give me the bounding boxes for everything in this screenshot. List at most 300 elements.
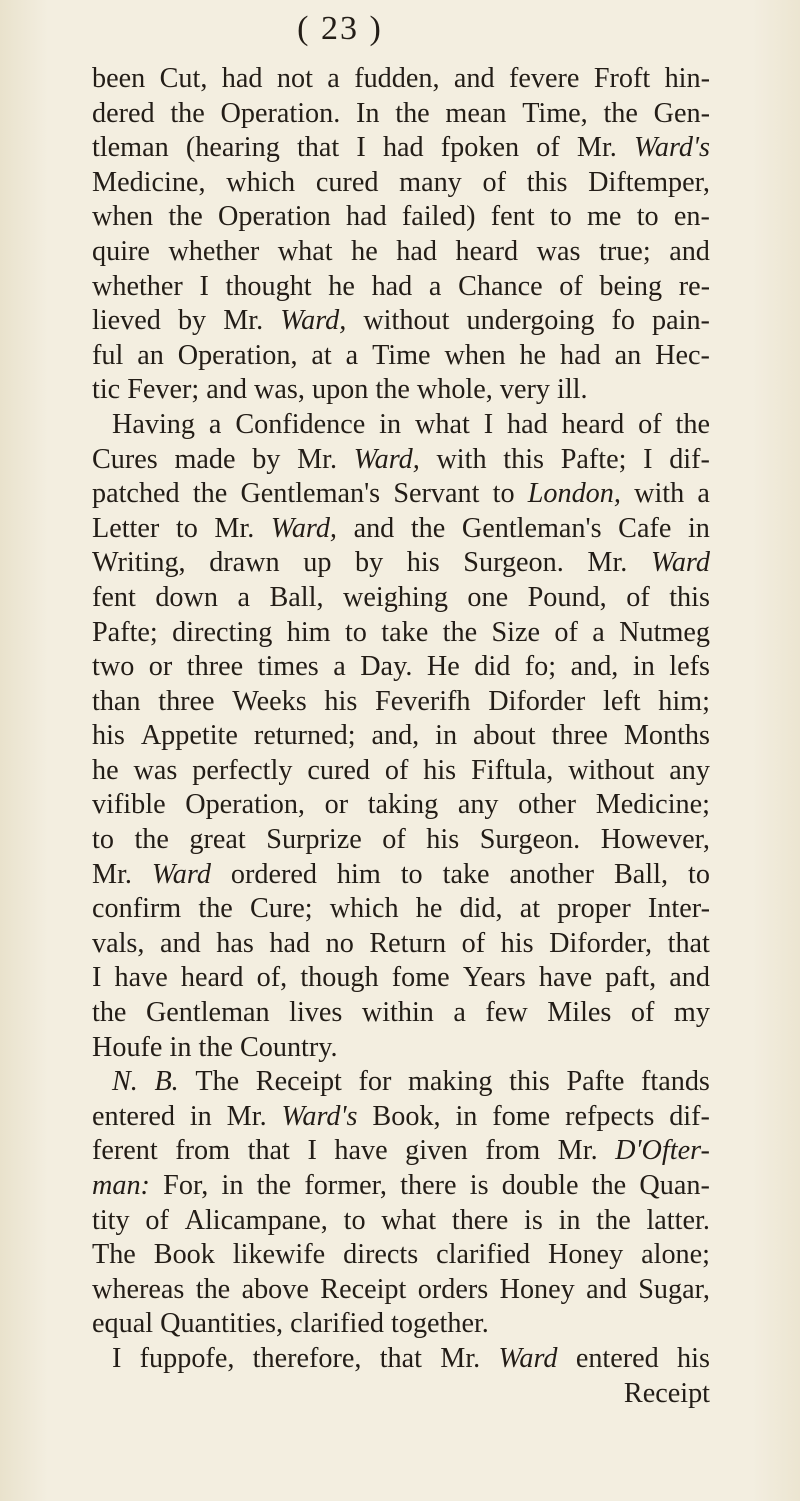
word: Mr.	[297, 443, 338, 475]
word: Froft	[593, 63, 651, 94]
word: of	[384, 754, 409, 786]
word: fudden,	[354, 63, 440, 94]
word: from	[485, 1135, 541, 1167]
text-line	[92, 927, 710, 962]
word: ftands	[641, 1066, 710, 1098]
word: undergoing	[466, 305, 595, 337]
word: latter.	[646, 1204, 710, 1236]
text-line	[92, 304, 710, 339]
text-line	[92, 1377, 710, 1412]
word: heard	[180, 962, 244, 994]
word: was,	[254, 374, 312, 406]
text-line	[92, 512, 710, 547]
word: D'Ofter-	[615, 1135, 710, 1167]
word: of	[145, 1204, 169, 1236]
word: Surprize	[266, 824, 362, 856]
word: Medicine,	[92, 166, 206, 198]
word: had	[221, 63, 263, 94]
text-line	[92, 719, 710, 754]
text-line	[92, 477, 710, 512]
word: being	[599, 270, 663, 302]
word: to	[549, 201, 572, 233]
text-line	[92, 1065, 710, 1100]
word: Surgeon.	[479, 824, 581, 856]
word: lives	[289, 997, 343, 1029]
word: Time	[372, 339, 431, 371]
word: his	[324, 685, 358, 717]
word: clarified	[290, 1308, 392, 1340]
word: to	[400, 858, 423, 890]
word: with	[634, 478, 685, 510]
word: Book,	[372, 1100, 441, 1132]
word: tity	[92, 1204, 130, 1236]
word: Cure;	[249, 893, 313, 925]
word: was	[536, 235, 581, 267]
word: Sugar,	[638, 1273, 710, 1305]
text-line	[92, 892, 710, 927]
word: dif-	[669, 1100, 710, 1132]
word: the	[591, 1170, 627, 1201]
word: what	[277, 235, 333, 267]
word: by	[177, 305, 207, 337]
word: former,	[304, 1170, 387, 1201]
word: Mr.	[587, 547, 628, 579]
word: other	[518, 789, 577, 821]
word: ful	[92, 339, 124, 371]
word: together.	[391, 1308, 489, 1340]
word: given	[405, 1135, 468, 1167]
word: Cafe	[618, 512, 672, 544]
word: B.	[154, 1066, 179, 1098]
word: have	[114, 962, 168, 994]
word: the	[410, 512, 446, 544]
word: the	[198, 1031, 240, 1063]
word: a	[697, 478, 710, 510]
page-number: ( 23 )	[297, 10, 383, 47]
word: any	[457, 789, 499, 821]
word: Receipt	[623, 1377, 710, 1409]
word: Chance	[458, 270, 543, 302]
text-line	[92, 200, 710, 235]
word: take	[381, 616, 429, 648]
word: confirm	[92, 893, 182, 925]
text-line	[92, 1238, 710, 1273]
word: down	[155, 581, 218, 613]
word: I	[643, 443, 653, 475]
word: Mr.	[92, 858, 132, 890]
word: a	[333, 651, 346, 683]
word: that	[379, 1342, 422, 1374]
text-line	[92, 961, 710, 996]
word: Mr.	[440, 1342, 481, 1374]
word: this	[503, 443, 544, 475]
word: Gentleman	[145, 997, 270, 1029]
word: in	[687, 512, 710, 544]
word: for	[358, 1066, 392, 1098]
word: his	[426, 824, 460, 856]
text-line	[92, 1100, 710, 1135]
word: Ward's	[633, 132, 710, 164]
word: him;	[658, 685, 710, 717]
word: which	[329, 893, 399, 925]
word: of	[638, 408, 662, 440]
word: Months	[623, 720, 710, 752]
word: his	[92, 720, 125, 752]
word: Writing,	[92, 547, 186, 579]
word: made	[174, 443, 236, 475]
word: dif-	[669, 443, 710, 475]
word: from	[175, 1135, 231, 1167]
word: Nutmeg	[619, 616, 710, 648]
word: another	[509, 858, 595, 890]
word: I	[483, 408, 494, 440]
word: Medicine;	[595, 789, 710, 821]
word: I	[199, 270, 209, 302]
word: Having	[112, 408, 195, 440]
word: he	[328, 270, 355, 302]
text-line	[92, 339, 710, 374]
word: Day.	[360, 651, 413, 683]
word: his	[500, 927, 534, 959]
text-line	[92, 788, 710, 823]
text-line	[92, 373, 710, 408]
word: ill.	[557, 374, 588, 406]
word: a	[592, 616, 605, 648]
word: me	[587, 201, 622, 233]
word: did	[474, 651, 511, 683]
word: Honey	[548, 1239, 624, 1271]
word: re-	[678, 270, 710, 302]
word: In	[356, 97, 380, 129]
word: likewife	[232, 1239, 326, 1271]
word: London,	[527, 478, 621, 510]
word: Pound,	[527, 581, 607, 613]
text-line	[92, 1307, 710, 1342]
word: the	[168, 201, 203, 233]
word: Surgeon.	[463, 547, 564, 579]
word: which	[226, 166, 296, 198]
word: when	[444, 339, 506, 371]
word: within	[361, 997, 434, 1029]
word: no	[325, 927, 354, 959]
word: Gentleman's	[461, 512, 602, 544]
word: of	[382, 824, 406, 856]
word: Gen-	[653, 97, 710, 129]
text-line	[92, 1031, 710, 1066]
word: not	[276, 63, 313, 94]
word: the	[92, 997, 127, 1029]
word: by	[355, 547, 384, 579]
word: Hec-	[655, 339, 710, 371]
word: have	[538, 962, 593, 994]
word: of	[630, 997, 655, 1029]
word: Ward	[498, 1342, 558, 1374]
word: is	[523, 1204, 543, 1236]
word: Alicampane,	[184, 1204, 328, 1236]
word: above	[241, 1273, 309, 1305]
text-line	[92, 166, 710, 201]
word: had	[559, 339, 601, 371]
word: had	[396, 235, 437, 267]
word: had	[269, 927, 311, 959]
word: whether	[168, 235, 260, 267]
word: directs	[343, 1239, 419, 1271]
word: returned;	[253, 720, 356, 752]
text-line	[92, 270, 710, 305]
word: I	[307, 1135, 317, 1167]
word: in	[189, 1100, 212, 1132]
word: Mr.	[214, 512, 255, 544]
word: Fiftula,	[471, 754, 554, 786]
word: drawn	[209, 547, 280, 579]
word: a	[237, 581, 250, 613]
word: in	[455, 1100, 478, 1132]
word: two	[92, 651, 135, 683]
word: the	[596, 1204, 631, 1236]
word: whereas	[92, 1273, 185, 1305]
word: Receipt	[255, 1066, 342, 1098]
word: the	[134, 824, 169, 856]
word: I	[356, 132, 366, 164]
word: the	[675, 408, 710, 440]
word: and	[586, 1273, 627, 1305]
word: a	[428, 270, 442, 302]
word: double	[501, 1170, 579, 1201]
word: tleman	[92, 132, 169, 164]
word: Feverifh	[375, 685, 471, 717]
word: did,	[459, 893, 503, 925]
word: the	[375, 374, 417, 406]
word: Quantities,	[160, 1308, 291, 1340]
word: entered	[575, 1342, 659, 1374]
word: equal	[92, 1308, 161, 1340]
word: taking	[367, 789, 439, 821]
word: of	[536, 132, 560, 164]
word: great	[189, 824, 246, 856]
word: in	[169, 1031, 199, 1063]
word: of	[626, 581, 650, 613]
word: the	[198, 893, 233, 925]
word: Honey	[499, 1273, 575, 1305]
word: paft,	[605, 962, 657, 994]
word: Country.	[239, 1031, 338, 1063]
word: to	[636, 201, 659, 233]
word: tic	[92, 374, 128, 406]
word: in	[379, 408, 402, 440]
word: Ward,	[270, 512, 337, 544]
word: the	[170, 97, 205, 129]
word: him	[336, 858, 381, 890]
word: many	[399, 166, 462, 198]
word: Operation,	[185, 789, 305, 821]
word: few	[485, 997, 528, 1029]
word: weighing	[343, 581, 448, 613]
word: of	[559, 270, 583, 302]
text-line	[92, 823, 710, 858]
word: and,	[371, 720, 420, 752]
word: therefore,	[252, 1342, 362, 1374]
word: Operation.	[220, 97, 341, 129]
word: the	[442, 616, 478, 648]
word: of	[554, 616, 578, 648]
word: a	[208, 408, 222, 440]
word: though	[300, 962, 379, 994]
text-line	[92, 685, 710, 720]
word: he	[519, 339, 547, 371]
word: any	[669, 754, 710, 786]
word: about	[473, 720, 536, 752]
word: him	[286, 616, 331, 648]
word: Weeks	[232, 685, 307, 717]
text-line	[92, 443, 710, 478]
word: Confidence	[235, 408, 366, 440]
word: had	[382, 132, 424, 164]
text-line	[92, 546, 710, 581]
word: at	[519, 893, 541, 925]
word: he	[92, 754, 119, 786]
word: ferent	[92, 1135, 158, 1167]
word: there	[400, 1170, 457, 1201]
word: dered	[92, 97, 155, 129]
word: alone;	[641, 1239, 710, 1271]
text-line	[92, 754, 710, 789]
word: Mr.	[223, 305, 264, 337]
word: proper	[557, 893, 631, 925]
word: to	[344, 616, 367, 648]
word: the	[603, 97, 638, 129]
word: three	[158, 685, 215, 717]
word: hin-	[664, 63, 710, 94]
word: The	[195, 1066, 240, 1098]
word: to	[92, 824, 114, 856]
word: true;	[599, 235, 651, 267]
text-line	[92, 1134, 710, 1169]
word: Ward	[650, 547, 710, 579]
word: Years	[462, 962, 526, 994]
word: Pafte;	[92, 616, 158, 648]
word: been	[92, 63, 146, 94]
word: Cures	[92, 443, 158, 475]
word: (hearing	[185, 132, 280, 164]
word: to	[175, 512, 198, 544]
word: and	[160, 927, 201, 959]
word: Mr.	[576, 132, 617, 164]
word: Ward,	[280, 305, 347, 337]
word: Ball,	[614, 858, 669, 890]
word: clarified	[436, 1239, 531, 1271]
text-line	[92, 408, 710, 443]
word: heard	[561, 408, 625, 440]
word: fo;	[524, 651, 557, 683]
word: and	[669, 962, 710, 994]
word: the	[195, 1273, 231, 1305]
word: lieved	[92, 305, 161, 337]
word: fent	[490, 201, 535, 233]
word: his	[406, 547, 440, 579]
word: Pafte	[566, 1066, 625, 1098]
word: what	[415, 408, 470, 440]
word: making	[407, 1066, 493, 1098]
word: a	[453, 997, 466, 1029]
word: without	[568, 754, 655, 786]
word: this	[526, 166, 568, 198]
word: Miles	[547, 997, 612, 1029]
body-text	[92, 62, 710, 1411]
word: a	[345, 339, 359, 371]
word: very	[499, 374, 558, 406]
word: up	[303, 547, 332, 579]
word: Ball,	[269, 581, 324, 613]
word: Ward,	[353, 443, 420, 475]
word: man:	[92, 1170, 150, 1201]
word: Operation	[218, 201, 331, 233]
word: Quan-	[639, 1170, 710, 1201]
word: left	[602, 685, 641, 717]
word: fevere	[509, 63, 580, 94]
word: Gentleman's	[240, 478, 381, 510]
word: of,	[256, 962, 288, 994]
text-line	[92, 97, 710, 132]
word: Diforder,	[549, 927, 653, 959]
word: that	[296, 132, 340, 164]
word: fo	[611, 305, 635, 337]
word: I	[112, 1342, 122, 1374]
word: when	[92, 201, 154, 233]
text-line	[92, 616, 710, 651]
word: than	[92, 685, 141, 717]
word: my	[673, 997, 710, 1029]
word: Servant	[393, 478, 480, 510]
word: times	[257, 651, 319, 683]
word: en-	[673, 201, 710, 233]
word: in	[558, 1204, 581, 1236]
word: refpects	[565, 1100, 655, 1132]
word: and,	[570, 651, 619, 683]
word: Letter	[92, 512, 160, 544]
word: one	[467, 581, 509, 613]
word: perfectly	[192, 754, 293, 786]
word: in	[435, 720, 458, 752]
word: failed)	[401, 201, 476, 233]
word: his	[677, 1342, 710, 1374]
word: to	[687, 858, 710, 890]
word: in	[632, 651, 655, 683]
word: whether	[92, 270, 183, 302]
word: the	[256, 1170, 292, 1201]
word: Mr.	[557, 1135, 598, 1167]
word: heard	[455, 235, 519, 267]
word: his	[423, 754, 457, 786]
word: and	[353, 512, 395, 544]
word: thought	[225, 270, 312, 302]
text-line	[92, 235, 710, 270]
text-line	[92, 62, 710, 97]
word: cured	[315, 166, 379, 198]
word: an	[137, 339, 164, 371]
word: mean	[445, 97, 507, 129]
word: this	[509, 1066, 550, 1098]
word: pain-	[652, 305, 710, 337]
word: Fever;	[127, 374, 207, 406]
word: the	[192, 478, 228, 510]
word: was	[133, 754, 178, 786]
word: in	[221, 1170, 244, 1201]
word: without	[363, 305, 450, 337]
text-line	[92, 1342, 710, 1377]
word: at	[311, 339, 332, 371]
word: cured	[307, 754, 370, 786]
word: Diftemper,	[588, 166, 710, 198]
